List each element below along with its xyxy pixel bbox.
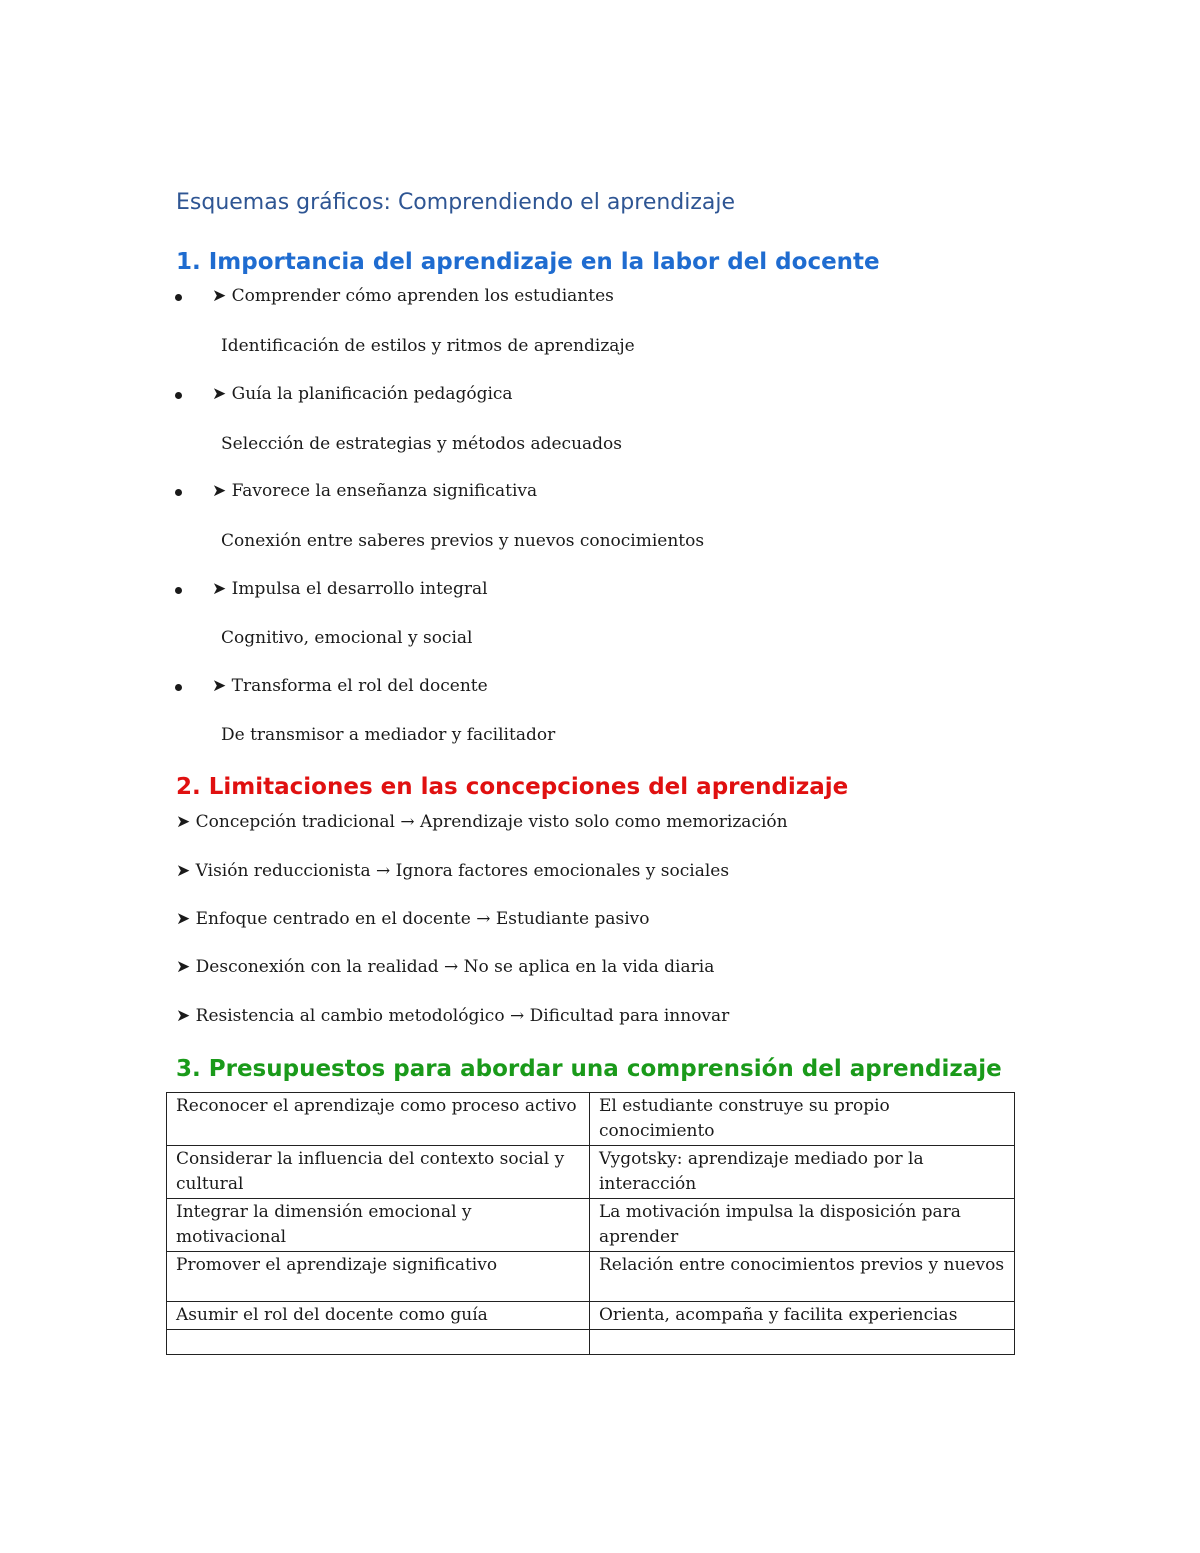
section-3-heading: 3. Presupuestos para abordar una comprensión del aprendizaje: [176, 1056, 1002, 1082]
limitation-item: ➤ Enfoque centrado en el docente → Estudiante pasivo: [176, 909, 650, 929]
table-row: [167, 1093, 1015, 1146]
table-cell: Considerar la influencia del contexto social y cultural: [167, 1146, 590, 1199]
table-row: [167, 1330, 1015, 1355]
list-item-detail: Cognitivo, emocional y social: [221, 628, 473, 648]
list-item-detail: Identificación de estilos y ritmos de aprendizaje: [221, 336, 635, 356]
table-row: [167, 1146, 1015, 1199]
presupuestos-table: [166, 1092, 1015, 1355]
list-item-detail: Selección de estrategias y métodos adecuados: [221, 434, 622, 454]
section-2-heading: 2. Limitaciones en las concepciones del aprendizaje: [176, 774, 849, 800]
table-row: [167, 1302, 1015, 1330]
limitation-item: ➤ Desconexión con la realidad → No se aplica en la vida diaria: [176, 957, 715, 977]
table-cell: Asumir el rol del docente como guía: [167, 1302, 590, 1330]
list-item-label: ➤ Impulsa el desarrollo integral: [212, 579, 488, 599]
list-item-label: ➤ Guía la planificación pedagógica: [212, 384, 513, 404]
list-item-detail: De transmisor a mediador y facilitador: [221, 725, 556, 745]
table-row: [167, 1252, 1015, 1302]
bullet-icon: [175, 294, 182, 301]
list-item-label: ➤ Favorece la enseñanza significativa: [212, 481, 538, 501]
bullet-icon: [175, 587, 182, 594]
table-cell: [167, 1330, 590, 1355]
section-1-heading: 1. Importancia del aprendizaje en la labor del docente: [176, 249, 880, 275]
table-cell: La motivación impulsa la disposición para aprender: [590, 1199, 1015, 1252]
list-item-label: ➤ Transforma el rol del docente: [212, 676, 488, 696]
table-cell: Promover el aprendizaje significativo: [167, 1252, 590, 1302]
table-cell: Integrar la dimensión emocional y motivacional: [167, 1199, 590, 1252]
bullet-icon: [175, 489, 182, 496]
table-cell: El estudiante construye su propio conocimiento: [590, 1093, 1015, 1146]
limitation-item: ➤ Visión reduccionista → Ignora factores emocionales y sociales: [176, 861, 730, 881]
table-cell: [590, 1330, 1015, 1355]
table-cell: Reconocer el aprendizaje como proceso activo: [167, 1093, 590, 1146]
list-item-label: ➤ Comprender cómo aprenden los estudiantes: [212, 286, 614, 306]
bullet-icon: [175, 684, 182, 691]
table-cell: Relación entre conocimientos previos y nuevos: [590, 1252, 1015, 1302]
table-cell: Vygotsky: aprendizaje mediado por la interacción: [590, 1146, 1015, 1199]
table-row: [167, 1199, 1015, 1252]
bullet-icon: [175, 392, 182, 399]
document-title: Esquemas gráficos: Comprendiendo el aprendizaje: [176, 190, 736, 215]
limitation-item: ➤ Resistencia al cambio metodológico → Dificultad para innovar: [176, 1006, 730, 1026]
table-cell: Orienta, acompaña y facilita experiencias: [590, 1302, 1015, 1330]
limitation-item: ➤ Concepción tradicional → Aprendizaje visto solo como memorización: [176, 812, 788, 832]
list-item-detail: Conexión entre saberes previos y nuevos conocimientos: [221, 531, 705, 551]
